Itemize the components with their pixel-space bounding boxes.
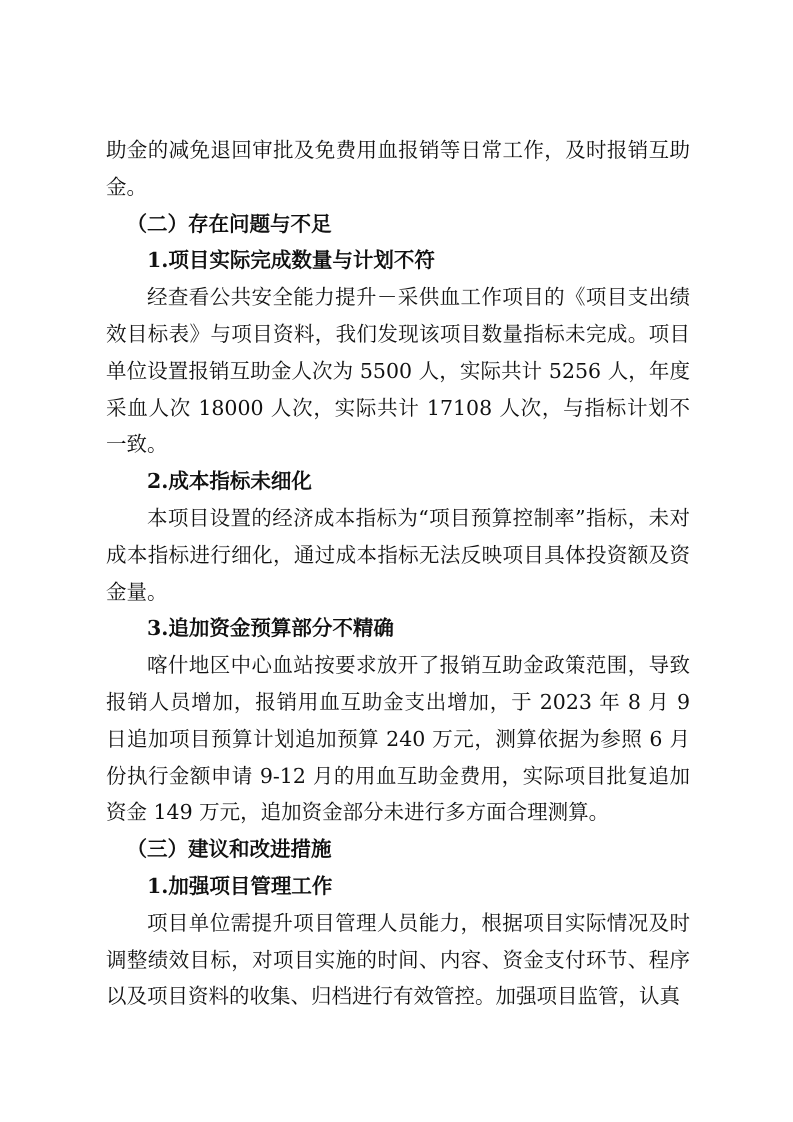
paragraph-quantity-mismatch: 经查看公共安全能力提升－采供血工作项目的《项目支出绩效目标表》与项目资料，我们发现该项目数量指标未完成。项目单位设置报销互助金人次为 5500 人，实际共计 5256 人，年度采血人次 18000 人次，实际共计 17108 人次，与指标计划不一致。	[106, 285, 690, 457]
section-heading-suggestions: （三）建议和改进措施	[126, 837, 332, 862]
document-body	[106, 132, 690, 1015]
paragraph-additional-budget: 喀什地区中心血站按要求放开了报销互助金政策范围，导致报销人员增加，报销用血互助金支出增加，于 2023 年 8 月 9 日追加项目预算计划追加预算 240 万元，测算依据为参照 6 月份执行金额申请 9-12 月的用血互助金费用，实际项目批复追加资金 149 万元，追加资金部分未进行多方面合理测算。	[106, 653, 690, 825]
subheading-quantity-mismatch: 1.项目实际完成数量与计划不符	[147, 248, 435, 273]
subheading-project-management: 1.加强项目管理工作	[147, 873, 333, 898]
paragraph-continued: 助金的减免退回审批及免费用血报销等日常工作，及时报销互助金。	[106, 138, 690, 199]
subheading-additional-budget: 3.追加资金预算部分不精确	[147, 616, 394, 641]
paragraph-project-management: 项目单位需提升项目管理人员能力，根据项目实际情况及时调整绩效目标，对项目实施的时间、内容、资金支付环节、程序以及项目资料的收集、归档进行有效管控。加强项目监管，认真	[106, 910, 690, 1009]
section-heading-problems: （二）存在问题与不足	[126, 211, 332, 236]
paragraph-cost-indicator: 本项目设置的经济成本指标为“项目预算控制率”指标，未对成本指标进行细化，通过成本指标无法反映项目具体投资额及资金量。	[106, 505, 690, 604]
subheading-cost-indicator: 2.成本指标未细化	[147, 469, 312, 494]
